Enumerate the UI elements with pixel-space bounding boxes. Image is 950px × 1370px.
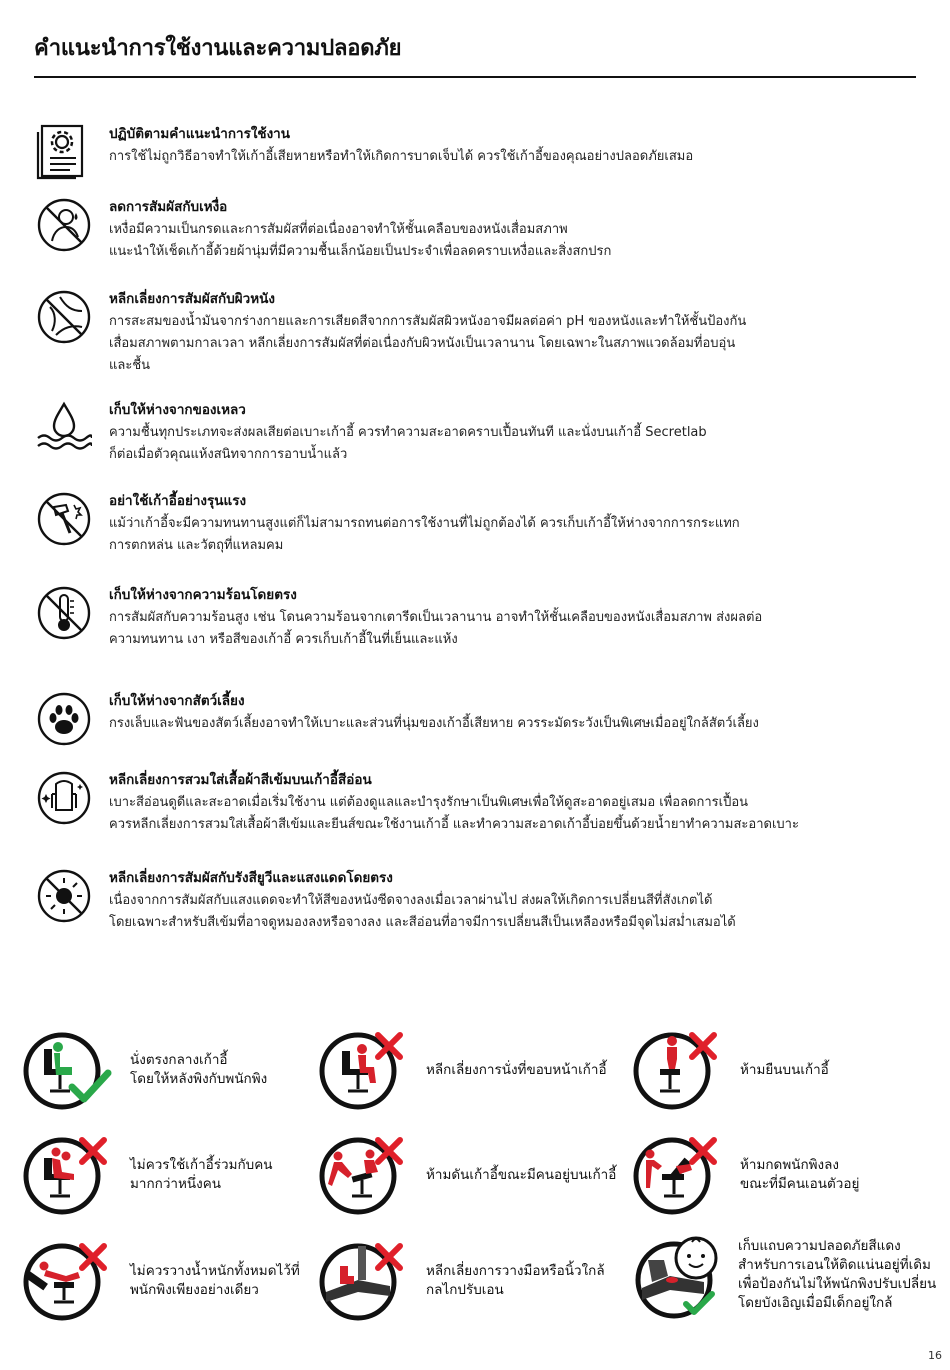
guideline-title: เก็บให้ห่างจากของเหลว (109, 402, 246, 418)
light-chair-icon (36, 770, 92, 826)
child-safety-strap-icon (634, 1230, 724, 1320)
guideline-title: ลดการสัมผัสกับเหงื่อ (109, 199, 228, 215)
guideline-body: กรงเล็บและฟันของสัตว์เลี้ยงอาจทำให้เบาะและส่วนที่นุ่มของเก้าอี้เสียหาย ควรระมัดระวังเป็นพิเศษเมื่ออยู่ใกล้สัตว์เลี้ยง (109, 716, 759, 731)
pictogram-label: หลีกเลี่ยงการนั่งที่ขอบหน้าเก้าอี้ (426, 1061, 607, 1078)
no-pushing-backrest-icon (632, 1130, 722, 1220)
guideline-title: ปฏิบัติตามคำแนะนำการใช้งาน (109, 126, 290, 142)
pictogram-label: นั่งตรงกลางเก้าอี้ โดยให้หลังพิงกับพนักพิง (130, 1052, 268, 1087)
sit-upright-check-icon (22, 1025, 112, 1115)
no-pushing-occupied-chair-icon (318, 1130, 408, 1220)
pictogram (318, 1130, 618, 1230)
guideline-title: เก็บให้ห่างจากความร้อนโดยตรง (109, 587, 297, 603)
guideline-title: หลีกเลี่ยงการสัมผัสกับรังสียูวีและแสงแดดโดยตรง (109, 870, 393, 886)
pictogram-label: ห้ามดันเก้าอี้ขณะมีคนอยู่บนเก้าอี้ (426, 1166, 617, 1183)
guideline-body: ความชื้นทุกประเภทจะส่งผลเสียต่อเบาะเก้าอี้ ควรทำความสะอาดคราบเปื้อนทันที และนั่งบนเก้าอี้ Secretlab ก็ต่อเมื่อตัวคุณแห้งสนิทจากการอาบน้ำแล้ว (109, 425, 707, 462)
page-number: 16 (928, 1349, 942, 1362)
pictogram-label: ห้ามยืนบนเก้าอี้ (740, 1061, 829, 1078)
guideline-title: อย่าใช้เก้าอี้อย่างรุนแรง (109, 493, 247, 509)
no-heat-thermometer-icon (36, 585, 92, 641)
pet-paw-icon (36, 691, 92, 747)
no-standing-on-chair-icon (632, 1025, 722, 1115)
no-edge-sitting-icon (318, 1025, 408, 1115)
liquid-drop-icon (36, 400, 92, 456)
pictogram-label: เก็บแถบความปลอดภัยสีแดง สำหรับการเอนให้ติดแน่นอยู่ที่เดิม เพื่อป้องกันไม่ให้พนักพิงปรับเปลี่ยน โดยบังเอิญเมื่อมีเด็กอยู่ใกล้ (738, 1238, 937, 1311)
no-sharing-chair-icon (22, 1130, 112, 1220)
title-divider (34, 76, 916, 78)
pictogram-label: ห้ามกดพนักพิงลง ขณะที่มีคนเอนตัวอยู่ (740, 1157, 860, 1192)
pictogram-label: ไม่ควรวางน้ำหนักทั้งหมดไว้ที่ พนักพิงเพียงอย่างเดียว (130, 1263, 300, 1298)
guideline-body: การสัมผัสกับความร้อนสูง เช่น โดนความร้อนจากเตารีดเป็นเวลานาน อาจทำให้ชั้นเคลือบของหนังเสื่อมสภาพ ส่งผลต่อ ความทนทาน เงา หรือสีของเก้าอี้ ควรเก็บเก้าอี้ในที่เย็นและแห้ง (109, 610, 763, 647)
pictogram (22, 1236, 322, 1336)
guideline-body: การใช้ไม่ถูกวิธีอาจทำให้เก้าอี้เสียหายหรือทำให้เกิดการบาดเจ็บได้ ควรใช้เก้าอี้ของคุณอย่างปลอดภัยเสมอ (109, 149, 694, 164)
pictogram (632, 1130, 932, 1230)
manual-gear-icon (36, 124, 92, 180)
guideline-title: หลีกเลี่ยงการสัมผัสกับผิวหนัง (109, 291, 275, 307)
pictogram (318, 1236, 618, 1336)
pictogram-label: ไม่ควรใช้เก้าอี้ร่วมกับคน มากกว่าหนึ่งคน (130, 1157, 273, 1192)
guideline-body: เนื่องจากการสัมผัสกับแสงแดดจะทำให้สีของหนังซีดจางลงเมื่อเวลาผ่านไป ส่งผลให้เกิดการเปลี่ยนสีที่สังเกตได้ โดยเฉพาะสำหรับสีเข้มที่อาจดูหมองลงหรือจางลง และสีอ่อนที่อาจมีการเปลี่ยนสีเป็นเหลืองหรือมีจุดไม่สม่ำเสมอได้ (109, 893, 736, 930)
no-sun-icon (36, 868, 92, 924)
no-hammer-icon (36, 491, 92, 547)
guideline-title: เก็บให้ห่างจากสัตว์เลี้ยง (109, 693, 245, 709)
pictogram (22, 1130, 322, 1230)
pictogram (22, 1025, 322, 1125)
no-skin-contact-icon (36, 289, 92, 345)
guideline-body: เหงื่อมีความเป็นกรดและการสัมผัสที่ต่อเนื่องอาจทำให้ชั้นเคลือบของหนังเสื่อมสภาพ แนะนำให้เช็ดเก้าอี้ด้วยผ้านุ่มที่มีความชื้นเล็กน้อยเป็นประจำเพื่อลดคราบเหงื่อและสิ่งสกปรก (109, 222, 612, 259)
pictogram (632, 1025, 932, 1125)
page-title: คำแนะนำการใช้งานและความปลอดภัย (34, 36, 402, 61)
pictogram (318, 1025, 618, 1125)
no-hand-near-mechanism-icon (318, 1236, 408, 1326)
no-sweat-icon (36, 197, 92, 253)
guideline-title: หลีกเลี่ยงการสวมใส่เสื้อผ้าสีเข้มบนเก้าอี้สีอ่อน (109, 772, 372, 788)
guideline-body: แม้ว่าเก้าอี้จะมีความทนทานสูงแต่ก็ไม่สามารถทนต่อการใช้งานที่ไม่ถูกต้องได้ ควรเก็บเก้าอี้ให้ห่างจากการกระแทก การตกหล่น และวัตถุที่แหลมคม (109, 516, 740, 553)
no-full-weight-backrest-icon (22, 1236, 112, 1326)
pictogram-label: หลีกเลี่ยงการวางมือหรือนิ้วใกล้ กลไกปรับเอน (426, 1263, 605, 1298)
guideline-body: การสะสมของน้ำมันจากร่างกายและการเสียดสีจากการสัมผัสผิวหนังอาจมีผลต่อค่า pH ของหนังและทำให้ชั้นป้องกัน เสื่อมสภาพตามกาลเวลา หลีกเลี่ยงการสัมผัสที่ต่อเนื่องกับผิวหนังเป็นเวลานาน โดยเฉพาะในสภาพแวดล้อมที่อบอุ่น และชื้น (109, 314, 747, 373)
guideline-body: เบาะสีอ่อนดูดีและสะอาดเมื่อเริ่มใช้งาน แต่ต้องดูแลและบำรุงรักษาเป็นพิเศษเพื่อให้ดูสะอาดอยู่เสมอ เพื่อลดการเปื้อน ควรหลีกเลี่ยงการสวมใส่เสื้อผ้าสีเข้มและยีนส์ขณะใช้งานเก้าอี้ และทำความสะอาดเก้าอี้บ่อยขึ้นด้วยน้ำยาทำความสะอาดเบาะ (109, 795, 799, 832)
pictogram (634, 1230, 937, 1330)
